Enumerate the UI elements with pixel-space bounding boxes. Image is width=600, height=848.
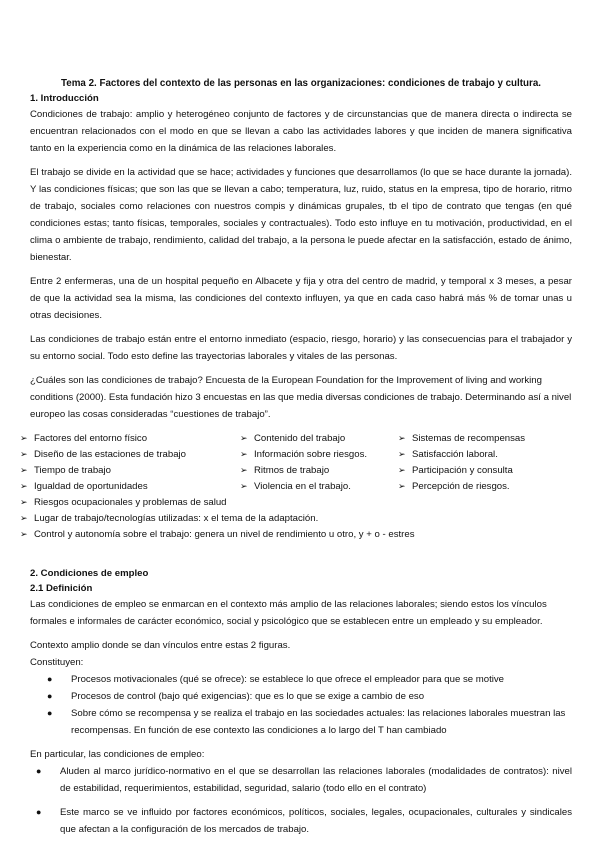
list-item: ➢ Tiempo de trabajo: [20, 462, 111, 479]
paragraph-contexto: Contexto amplio donde se dan vínculos entre estas 2 figuras.: [30, 640, 291, 651]
arrow-bullet-icon: ➢: [20, 433, 28, 443]
particular-label: En particular, las condiciones de empleo:: [30, 749, 205, 760]
arrow-bullet-icon: ➢: [398, 433, 406, 443]
arrow-bullet-icon: ➢: [20, 465, 28, 475]
list-item: ➢ Riesgos ocupacionales y problemas de salud: [20, 494, 227, 511]
arrow-bullet-icon: ➢: [20, 497, 28, 507]
arrow-bullet-icon: ➢: [20, 529, 28, 539]
arrow-bullet-icon: ➢: [240, 465, 248, 475]
document-title: Tema 2. Factores del contexto de las personas en las organizaciones: condiciones de trabajo y cultura.: [60, 78, 541, 89]
list-item: ➢ Control y autonomía sobre el trabajo: genera un nivel de rendimiento u otro, y + o - estres: [20, 526, 415, 543]
bullet-icon: ●: [47, 674, 53, 684]
factors-list: [20, 430, 572, 566]
bullet-icon: ●: [36, 807, 42, 817]
arrow-bullet-icon: ➢: [20, 481, 28, 491]
subsection-heading-definicion: 2.1 Definición: [30, 583, 93, 594]
section-heading-introduccion: 1. Introducción: [30, 93, 99, 104]
list-item: ➢ Ritmos de trabajo: [240, 462, 329, 479]
list-item: ➢ Violencia en el trabajo.: [240, 478, 351, 495]
bullet-icon: ●: [47, 708, 53, 718]
paragraph-encuesta: ¿Cuáles son las condiciones de trabajo? Encuesta de la European Foundation for the Improvement of living and working conditions (2000). Esta fundación hizo 3 encuestas en las que media diversas condiciones de trabajo. Determinando así a nivel europeo las cosas consideradas “cuestiones de trabajo”.: [30, 375, 572, 420]
arrow-bullet-icon: ➢: [398, 449, 406, 459]
list-item: ➢ Diseño de las estaciones de trabajo: [20, 446, 186, 463]
paragraph-entorno: Las condiciones de trabajo están entre el entorno inmediato (espacio, riesgo, horario) y las consecuencias para el trabajador y su entorno social. Todo esto define las trayectorias laborales y vitales de las personas.: [30, 334, 572, 362]
list-item: ➢ Contenido del trabajo: [240, 430, 345, 447]
list-item: ➢ Satisfacción laboral.: [398, 446, 498, 463]
list-item: ● Este marco se ve influido por factores económicos, políticos, sociales, legales, ocupacionales, culturales y sindicales que afectan a la configuración de los mercados de trabajo.: [30, 804, 572, 838]
list-item: ➢ Igualdad de oportunidades: [20, 478, 148, 495]
paragraph-division-trabajo: El trabajo se divide en la actividad que se hace; actividades y funciones que desarrollamos (lo que se hace durante la jornada). Y las condiciones físicas; que son las que se llevan a cabo; temperatura, luz, ruido, status en la empresa, tipo de horario, ritmo de trabajo, sociales como relaciones con nuestros compis y dinámicas grupales, tb el tipo de contrato que tengas (en qué condiciones estas; tanto físicas, temporales, sociales y contractuales). Todo esto influye en tu motivación, productividad, en el clima o ambiente de trabajo, rendimiento, calidad del trabajo, a la persona le puede afectar en la satisfacción, estado de ánimo, bienestar.: [30, 167, 572, 263]
arrow-bullet-icon: ➢: [240, 433, 248, 443]
list-item: ● Sobre cómo se recompensa y se realiza el trabajo en las sociedades actuales: las relaciones laborales muestran las recompensas. En función de ese contexto las condiciones a lo largo del T han cambiado: [30, 705, 572, 739]
arrow-bullet-icon: ➢: [398, 465, 406, 475]
arrow-bullet-icon: ➢: [398, 481, 406, 491]
list-item: ➢ Sistemas de recompensas: [398, 430, 525, 447]
list-item: ● Procesos de control (bajo qué exigencias): que es lo que se exige a cambio de eso: [30, 688, 572, 705]
list-item: ➢ Participación y consulta: [398, 462, 513, 479]
arrow-bullet-icon: ➢: [240, 449, 248, 459]
bullet-icon: ●: [47, 691, 53, 701]
arrow-bullet-icon: ➢: [20, 513, 28, 523]
arrow-bullet-icon: ➢: [20, 449, 28, 459]
constituyen-list: [30, 671, 572, 739]
document-page: [20, 76, 572, 838]
paragraph-enfermeras: Entre 2 enfermeras, una de un hospital pequeño en Albacete y fija y otra del centro de madrid, y temporal x 3 meses, a pesar de que la actividad sea la misma, las condiciones del contexto influyen, ya que en cada caso habrá más % de tomar unas u otras decisiones.: [30, 276, 572, 321]
list-item: ● Aluden al marco jurídico-normativo en el que se desarrollan las relaciones laborales (modalidades de contratos): nivel de estabilidad, requerimientos, estabilidad, seguridad, salario (todo ello en el contrato): [30, 763, 572, 797]
bullet-icon: ●: [36, 766, 42, 776]
paragraph-condiciones-trabajo: Condiciones de trabajo: amplio y heterogéneo conjunto de factores y de circunstancias que de manera directa o indirecta se encuentran relacionados con el modo en que se llevan a cabo las actividades labores y que inciden de manera significativa tanto en la experiencia como en la dinámica de las relaciones laborales.: [30, 109, 572, 154]
list-item: ● Procesos motivacionales (qué se ofrece): se establece lo que ofrece el empleador para que se motive: [30, 671, 572, 688]
list-item: ➢ Información sobre riesgos.: [240, 446, 367, 463]
section-heading-condiciones-empleo: 2. Condiciones de empleo: [30, 568, 149, 579]
constituyen-label: Constituyen:: [30, 657, 84, 668]
list-item: ➢ Lugar de trabajo/tecnologías utilizadas: x el tema de la adaptación.: [20, 510, 318, 527]
list-item: ➢ Factores del entorno físico: [20, 430, 147, 447]
paragraph-definicion: Las condiciones de empleo se enmarcan en el contexto más amplio de las relaciones laborales; siendo estos los vínculos formales e informales de carácter económico, social y psicológico que se establecen entre un empleado y su empleador.: [30, 599, 547, 627]
particular-list: [30, 763, 572, 838]
arrow-bullet-icon: ➢: [240, 481, 248, 491]
list-item: ➢ Percepción de riesgos.: [398, 478, 510, 495]
